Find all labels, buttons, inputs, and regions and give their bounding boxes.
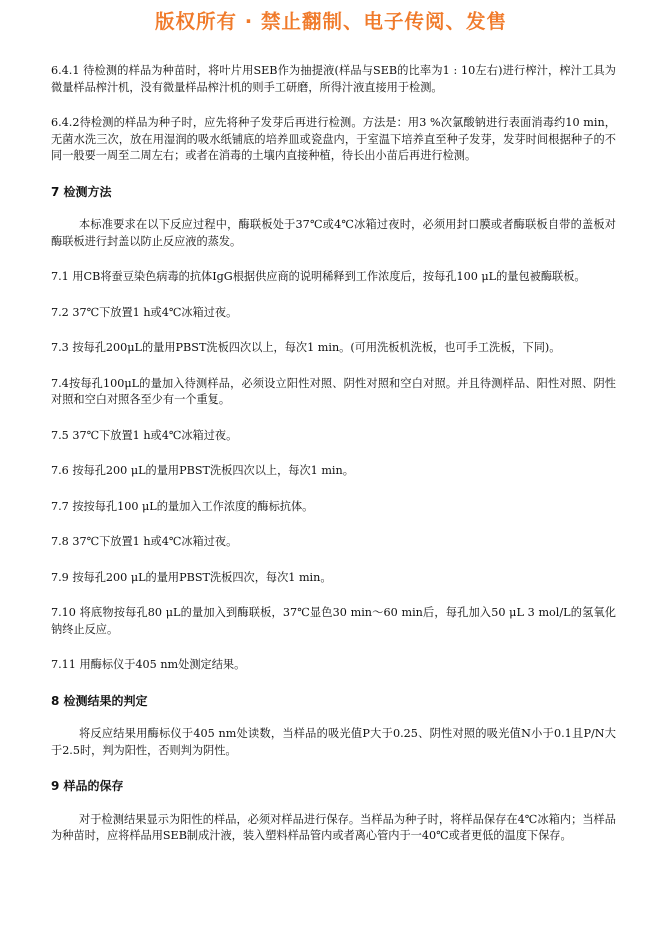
step-7-8: 7.8 37℃下放置1 h或4℃冰箱过夜。 xyxy=(51,535,238,548)
paragraph-6-4-1: 6.4.1 待检测的样品为种苗时，将叶片用SEB作为抽提液(样品与SEB的比率为1 : 10左右)进行榨汁，榨汁工具为微量样品榨汁机，没有微量样品榨汁机的则手工研磨，所得汁液直接用于检测。 xyxy=(51,64,616,94)
step-7-6: 7.6 按每孔200 μL的量用PBST洗板四次以上，每次1 min。 xyxy=(51,464,354,477)
step-7-9: 7.9 按每孔200 μL的量用PBST洗板四次，每次1 min。 xyxy=(51,570,332,584)
step-7-7: 7.7 按按每孔100 μL的量加入工作浓度的酶标抗体。 xyxy=(51,499,314,513)
step-7-4: 7.4按每孔100μL的量加入待测样品，必须设立阳性对照、阴性对照和空白对照。并且待测样品、阳性对照、阴性对照和空白对照各至少有一个重复。 xyxy=(51,376,616,406)
paragraph-9: 对于检测结果显示为阳性的样品，必须对样品进行保存。当样品为种子时，将样品保存在4℃冰箱内；当样品为种苗时，应将样品用SEB制成汁液，装入塑料样品管内或者离心管内于一40℃或者更低的温度下保存。 xyxy=(51,812,616,842)
paragraph-7-intro: 本标准要求在以下反应过程中，酶联板处于37℃或4℃冰箱过夜时，必须用封口膜或者酶联板自带的盖板对酶联板进行封盖以防止反应液的蒸发。 xyxy=(51,218,616,248)
paragraph-8: 将反应结果用酶标仪于405 nm处读数，当样品的吸光值P大于0.25、阴性对照的吸光值N小于0.1且P/N大于2.5时，判为阳性，否则判为阴性。 xyxy=(51,727,616,757)
copyright-watermark: 版权所有 · 禁止翻制、电子传阅、发售 xyxy=(155,10,507,33)
step-7-11: 7.11 用酶标仪于405 nm处测定结果。 xyxy=(51,658,246,671)
step-7-5: 7.5 37℃下放置1 h或4℃冰箱过夜。 xyxy=(51,428,238,442)
step-7-10: 7.10 将底物按每孔80 μL的量加入到酶联板，37℃显色30 min～60 min后，每孔加入50 μL 3 mol/L的氢氧化钠终止反应。 xyxy=(51,606,616,636)
section-heading-8: 8 检测结果的判定 xyxy=(51,693,148,708)
document-body xyxy=(51,63,616,845)
step-7-1: 7.1 用CB将蚕豆染色病毒的抗体IgG根据供应商的说明稀释到工作浓度后，按每孔100 μL的量包被酶联板。 xyxy=(51,270,586,283)
section-heading-7: 7 检测方法 xyxy=(51,184,112,199)
paragraph-6-4-2: 6.4.2待检测的样品为种子时，应先将种子发芽后再进行检测。方法是：用3 %次氯酸钠进行表面消毒约10 min，无菌水洗三次，放在用湿润的吸水纸铺底的培养皿或瓷盘内，于室温下培养直至种子发芽，发芽时间根据种子的不同一般要一周至二周左右；或者在消毒的土壤内直接种植，待长出小苗后再进行检测。 xyxy=(51,116,616,162)
section-heading-9: 9 样品的保存 xyxy=(51,779,124,793)
step-7-2: 7.2 37℃下放置1 h或4℃冰箱过夜。 xyxy=(51,305,238,319)
step-7-3: 7.3 按每孔200μL的量用PBST洗板四次以上，每次1 min。(可用洗板机洗板，也可手工洗板，下同)。 xyxy=(51,341,561,354)
